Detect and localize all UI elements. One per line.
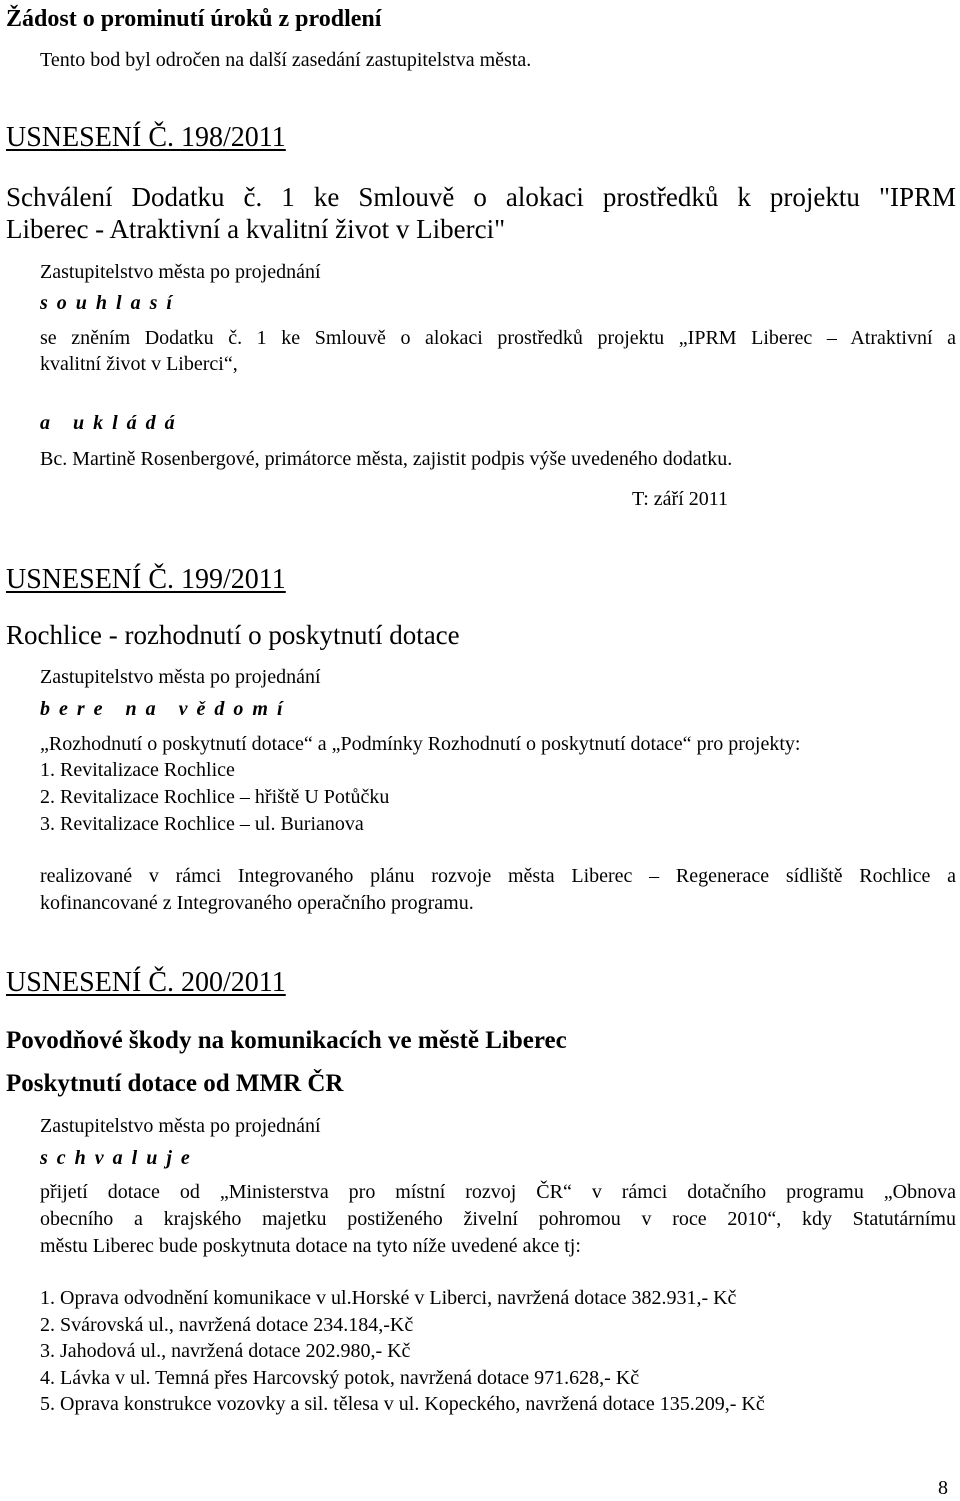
resolution-198-term: T: září 2011 xyxy=(632,488,729,510)
list-item: 1. Revitalizace Rochlice xyxy=(40,759,235,781)
resolution-198-text-line2: kvalitní život v Liberci“, xyxy=(40,353,238,375)
resolution-200-heading: USNESENÍ Č. 200/2011 xyxy=(6,967,286,998)
resolution-200-intro: Zastupitelstvo města po projednání xyxy=(40,1115,321,1137)
list-item: 2. Revitalizace Rochlice – hřiště U Potůčku xyxy=(40,786,390,808)
list-item: 1. Oprava odvodnění komunikace v ul.Horské v Liberci, navržená dotace 382.931,- Kč xyxy=(40,1287,737,1309)
list-item: 2. Svárovská ul., navržená dotace 234.184,-Kč xyxy=(40,1314,414,1336)
list-item: 3. Jahodová ul., navržená dotace 202.980,- Kč xyxy=(40,1340,411,1362)
resolution-200-text-line3: městu Liberec bude poskytnuta dotace na tyto níže uvedené akce tj: xyxy=(40,1235,581,1257)
resolution-198-heading: USNESENÍ Č. 198/2011 xyxy=(6,122,286,153)
resolution-198-text-line1: se zněním Dodatku č. 1 ke Smlouvě o alokaci prostředků projektu „IPRM Liberec – Atraktivní a xyxy=(40,327,956,349)
resolution-199-intro: Zastupitelstvo města po projednání xyxy=(40,666,321,688)
resolution-198-verb-orders: a ukládá xyxy=(40,412,184,434)
page-number: 8 xyxy=(938,1477,948,1499)
resolution-200-verb-approves: schvaluje xyxy=(40,1147,199,1169)
resolution-198-verb-agrees: souhlasí xyxy=(40,292,181,314)
resolution-199-text2-line1: realizované v rámci Integrovaného plánu rozvoje města Liberec – Regenerace sídliště Rochlice a xyxy=(40,865,956,887)
resolution-200-title-line1: Povodňové škody na komunikacích ve městě Liberec xyxy=(6,1027,567,1054)
resolution-198-intro: Zastupitelstvo města po projednání xyxy=(40,261,321,283)
resolution-199-heading: USNESENÍ Č. 199/2011 xyxy=(6,564,286,595)
resolution-198-title-line2: Liberec - Atraktivní a kvalitní život v Liberci" xyxy=(6,214,506,244)
resolution-198-title-line1: Schválení Dodatku č. 1 ke Smlouvě o alokaci prostředků k projektu "IPRM xyxy=(6,182,956,212)
resolution-199-title: Rochlice - rozhodnutí o poskytnutí dotace xyxy=(6,620,460,650)
list-item: 3. Revitalizace Rochlice – ul. Burianova xyxy=(40,813,364,835)
resolution-199-verb-notes: bere na vědomí xyxy=(40,698,292,720)
list-item: 5. Oprava konstrukce vozovky a sil. tělesa v ul. Kopeckého, navržená dotace 135.209,- Kč xyxy=(40,1393,765,1415)
resolution-198-task: Bc. Martině Rosenbergové, primátorce města, zajistit podpis výše uvedeného dodatku. xyxy=(40,448,733,470)
resolution-200-title-line2: Poskytnutí dotace od MMR ČR xyxy=(6,1070,344,1097)
agenda-item-title: Žádost o prominutí úroků z prodlení xyxy=(6,6,382,32)
list-item: 4. Lávka v ul. Temná přes Harcovský potok, navržená dotace 971.628,- Kč xyxy=(40,1367,640,1389)
resolution-200-text-line1: přijetí dotace od „Ministerstva pro místní rozvoj ČR“ v rámci dotačního programu „Obnova xyxy=(40,1181,956,1203)
postponed-note: Tento bod byl odročen na další zasedání zastupitelstva města. xyxy=(40,49,532,71)
resolution-199-text: „Rozhodnutí o poskytnutí dotace“ a „Podmínky Rozhodnutí o poskytnutí dotace“ pro projekty: xyxy=(40,733,801,755)
resolution-199-text2-line2: kofinancované z Integrovaného operačního programu. xyxy=(40,892,474,914)
resolution-200-text-line2: obecního a krajského majetku postiženého živelní pohromou v roce 2010“, kdy Statutárnímu xyxy=(40,1208,956,1230)
